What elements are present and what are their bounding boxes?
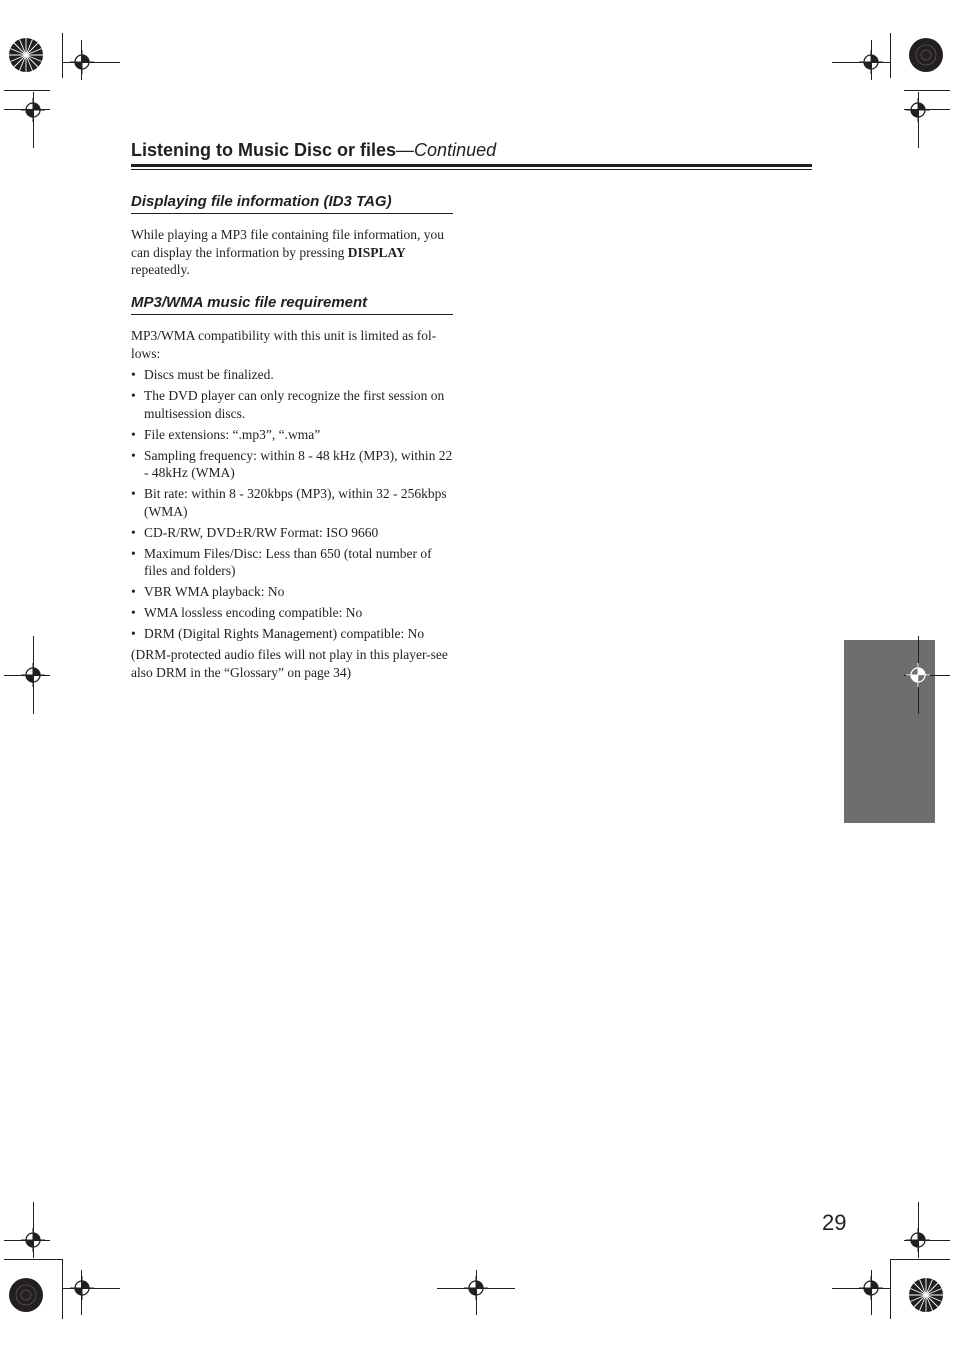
- registration-mark-icon: [21, 663, 45, 687]
- requirements-intro: MP3/WMA compatibility with this unit is limited as fol-lows:: [131, 328, 437, 361]
- requirements-list: [131, 366, 455, 646]
- sunburst-mark-icon: [8, 37, 44, 73]
- header-title: Listening to Music Disc or files: [131, 140, 397, 160]
- section-heading-id3: Displaying file information (ID3 TAG): [131, 193, 453, 214]
- id3-paragraph: [131, 226, 455, 279]
- registration-mark-icon: [70, 50, 94, 74]
- list-item: [131, 366, 455, 384]
- registration-mark-icon: [906, 663, 930, 687]
- list-item: [131, 583, 455, 601]
- registration-mark-icon: [906, 1228, 930, 1252]
- list-item-text: Bit rate: within 8 - 320kbps (MP3), within 32 - 256kbps (WMA): [144, 486, 447, 519]
- id3-text-after: repeatedly.: [131, 262, 190, 278]
- list-item: [131, 485, 455, 520]
- crop-line: [890, 1259, 891, 1319]
- bullet-icon: •: [131, 387, 136, 403]
- header-rule: [131, 169, 812, 170]
- crop-line: [904, 90, 950, 91]
- page-number: 29: [822, 1210, 847, 1235]
- registration-mark-icon: [21, 98, 45, 122]
- registration-mark-icon: [859, 50, 883, 74]
- crop-line: [62, 1259, 63, 1319]
- bullet-icon: •: [131, 545, 136, 561]
- list-item-text: The DVD player can only recognize the first session on multisession discs.: [144, 387, 445, 421]
- section-heading-requirements: MP3/WMA music file requirement: [131, 294, 453, 315]
- crop-line: [62, 33, 63, 78]
- bullet-icon: •: [131, 626, 136, 642]
- registration-mark-icon: [859, 1276, 883, 1300]
- list-item: [131, 625, 455, 643]
- list-item: [131, 524, 455, 542]
- list-item: [131, 604, 455, 622]
- list-item-text: WMA lossless encoding compatible: No: [144, 605, 363, 621]
- registration-mark-icon: [464, 1276, 488, 1300]
- list-item: [131, 387, 455, 422]
- list-item-text: DRM (Digital Rights Management) compatible: No: [144, 626, 425, 642]
- id3-text-before: While playing a MP3 file containing file information, you can display the information by pressing: [131, 227, 445, 260]
- sunburst-mark-icon: [908, 1277, 944, 1313]
- list-item: [131, 447, 455, 482]
- sunburst-mark-icon: [8, 1277, 44, 1313]
- page-header: [131, 140, 496, 161]
- header-rule: [131, 164, 812, 167]
- bullet-icon: •: [131, 584, 136, 600]
- registration-mark-icon: [70, 1276, 94, 1300]
- crop-line: [890, 33, 891, 78]
- crop-line: [890, 1259, 950, 1260]
- list-item: [131, 426, 455, 444]
- bullet-icon: •: [131, 524, 136, 540]
- sunburst-mark-icon: [908, 37, 944, 73]
- list-item-text: File extensions: “.mp3”, “.wma”: [144, 426, 321, 442]
- registration-mark-icon: [21, 1228, 45, 1252]
- bullet-icon: •: [131, 367, 136, 382]
- list-item: [131, 545, 455, 580]
- display-button-name: DISPLAY: [347, 244, 406, 260]
- drm-note: (DRM-protected audio files will not play in this player-see also DRM in the “Glossary” on page 34): [131, 647, 448, 680]
- bullet-icon: •: [131, 605, 136, 621]
- crop-line: [4, 90, 50, 91]
- bullet-icon: •: [131, 447, 136, 463]
- bullet-icon: •: [131, 426, 136, 442]
- list-item-text: Maximum Files/Disc: Less than 650 (total number of files and folders): [144, 545, 432, 579]
- crop-line: [4, 1259, 62, 1260]
- header-continued: —Continued: [396, 140, 497, 160]
- list-item-text: CD-R/RW, DVD±R/RW Format: ISO 9660: [144, 524, 379, 540]
- bullet-icon: •: [131, 486, 136, 502]
- list-item-text: Sampling frequency: within 8 - 48 kHz (MP3), within 22 - 48kHz (WMA): [144, 447, 453, 481]
- list-item-text: VBR WMA playback: No: [144, 584, 285, 600]
- list-item-text: Discs must be finalized.: [144, 367, 274, 382]
- registration-mark-icon: [906, 98, 930, 122]
